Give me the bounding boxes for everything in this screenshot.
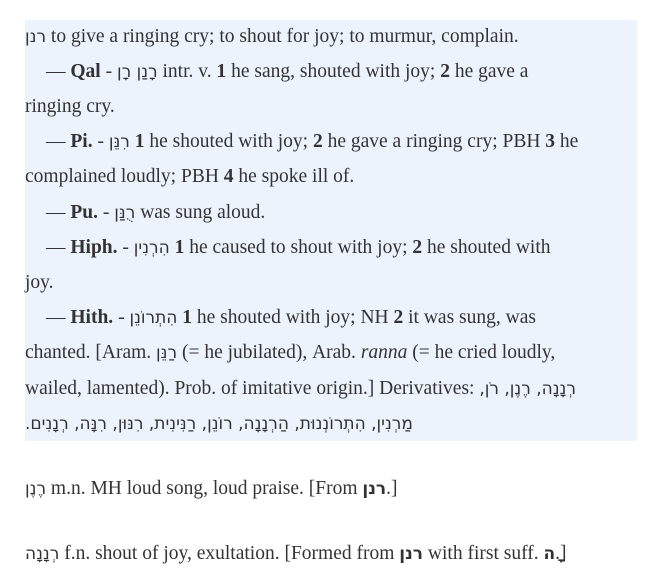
hebrew-text: הִתְרוֹנֵן [129,308,178,328]
text-run: — [46,307,71,328]
text-run: (= he cried loudly, [407,342,556,363]
text-run: he [555,131,579,152]
entry-line [46,305,536,331]
text-run: intr. v. [157,61,217,82]
text-run: it was sung, was [403,307,536,328]
text-run: - [100,61,117,82]
text-run: .] [555,543,567,564]
text-run: ringing cry. [25,96,115,117]
text-run: he caused to shout with joy; [184,237,413,258]
text-run: .] [386,478,398,499]
entry-line [25,340,555,366]
entry-line [25,270,54,296]
hebrew-text: רָנַן רָן [116,62,158,82]
text-run: he shouted with joy; [144,131,313,152]
hebrew-text: רנן [25,27,47,47]
text-run: he spoke ill of. [233,166,355,187]
bold-text: 2 [412,237,423,258]
text-run: - [113,307,130,328]
text-run: — [46,61,71,82]
text-run: ranna [360,342,408,363]
text-run: he sang, shouted with joy; [226,61,441,82]
hebrew-text: רְנָנָה, רֶנֶן, רֹן, [479,379,576,399]
text-run: was sung aloud. [135,202,266,223]
entry-line [25,376,576,402]
text-run: complained loudly; PBH [25,166,224,187]
text-run: chanted. [Aram. [25,342,157,363]
bold-text: Qal [70,61,101,82]
entry-line [46,235,550,261]
entry-line [46,59,528,85]
bold-text: 2 [440,61,450,82]
entry-line [46,129,578,155]
hebrew-text: מַרְנִין, הִתְרוֹנְנוּת, הַרְנָנָה, רוֹנֵן, רַנִּינִית, רִנּוּן, רִנָּה, רְנָנִים. [25,414,413,434]
text-run: he gave a [449,61,529,82]
bold-text: Hith. [70,307,114,328]
entry-line [46,200,265,226]
bold-text: 2 [393,307,404,328]
hebrew-text: הִרְנִין [133,238,170,258]
text-run: — [46,131,71,152]
hebrew-text: רַנֵּן [156,343,178,363]
bold-text: Hiph. [70,237,118,258]
hebrew-text: ָה [543,544,556,564]
bold-text: 4 [223,166,234,187]
hebrew-text: רנן [362,479,387,499]
text-run: - [98,202,115,223]
entry-renen [25,476,398,502]
text-run: he shouted with joy; NH [192,307,394,328]
hebrew-text: רִנֵּן [108,132,130,152]
hebrew-text: רְנָנָה [25,544,60,564]
entry-line [25,164,354,190]
entry-renanah [25,541,567,567]
text-run: — [46,237,71,258]
text-run: to give a ringing cry; to shout for joy; to murmur, complain. [46,26,519,47]
bold-text: 1 [182,307,193,328]
text-run: he shouted with [422,237,551,258]
text-run: m.n. MH loud song, loud praise. [From [46,478,363,499]
hebrew-text: רנן [399,544,424,564]
entry-line [25,24,519,50]
hebrew-text: רֶנֶן [25,479,47,499]
bold-text: 3 [545,131,556,152]
text-run: - [92,131,109,152]
text-run: joy. [25,272,54,293]
text-run: - [117,237,134,258]
bold-text: Pu. [70,202,99,223]
text-run: wailed, lamented). Prob. of imitative origin.] Derivatives: [25,378,480,399]
text-run: f.n. shout of joy, exultation. [Formed from [59,543,400,564]
bold-text: 1 [134,131,145,152]
text-run: he gave a ringing cry; PBH [322,131,546,152]
bold-text: 1 [174,237,185,258]
text-run: (= he jubilated), Arab. [177,342,361,363]
hebrew-text: רֻנַּן [114,203,136,223]
bold-text: 2 [312,131,323,152]
text-run: with first suff. [423,543,544,564]
text-run: — [46,202,71,223]
bold-text: Pi. [70,131,93,152]
entry-line [25,411,413,437]
bold-text: 1 [216,61,227,82]
entry-line [25,94,115,120]
